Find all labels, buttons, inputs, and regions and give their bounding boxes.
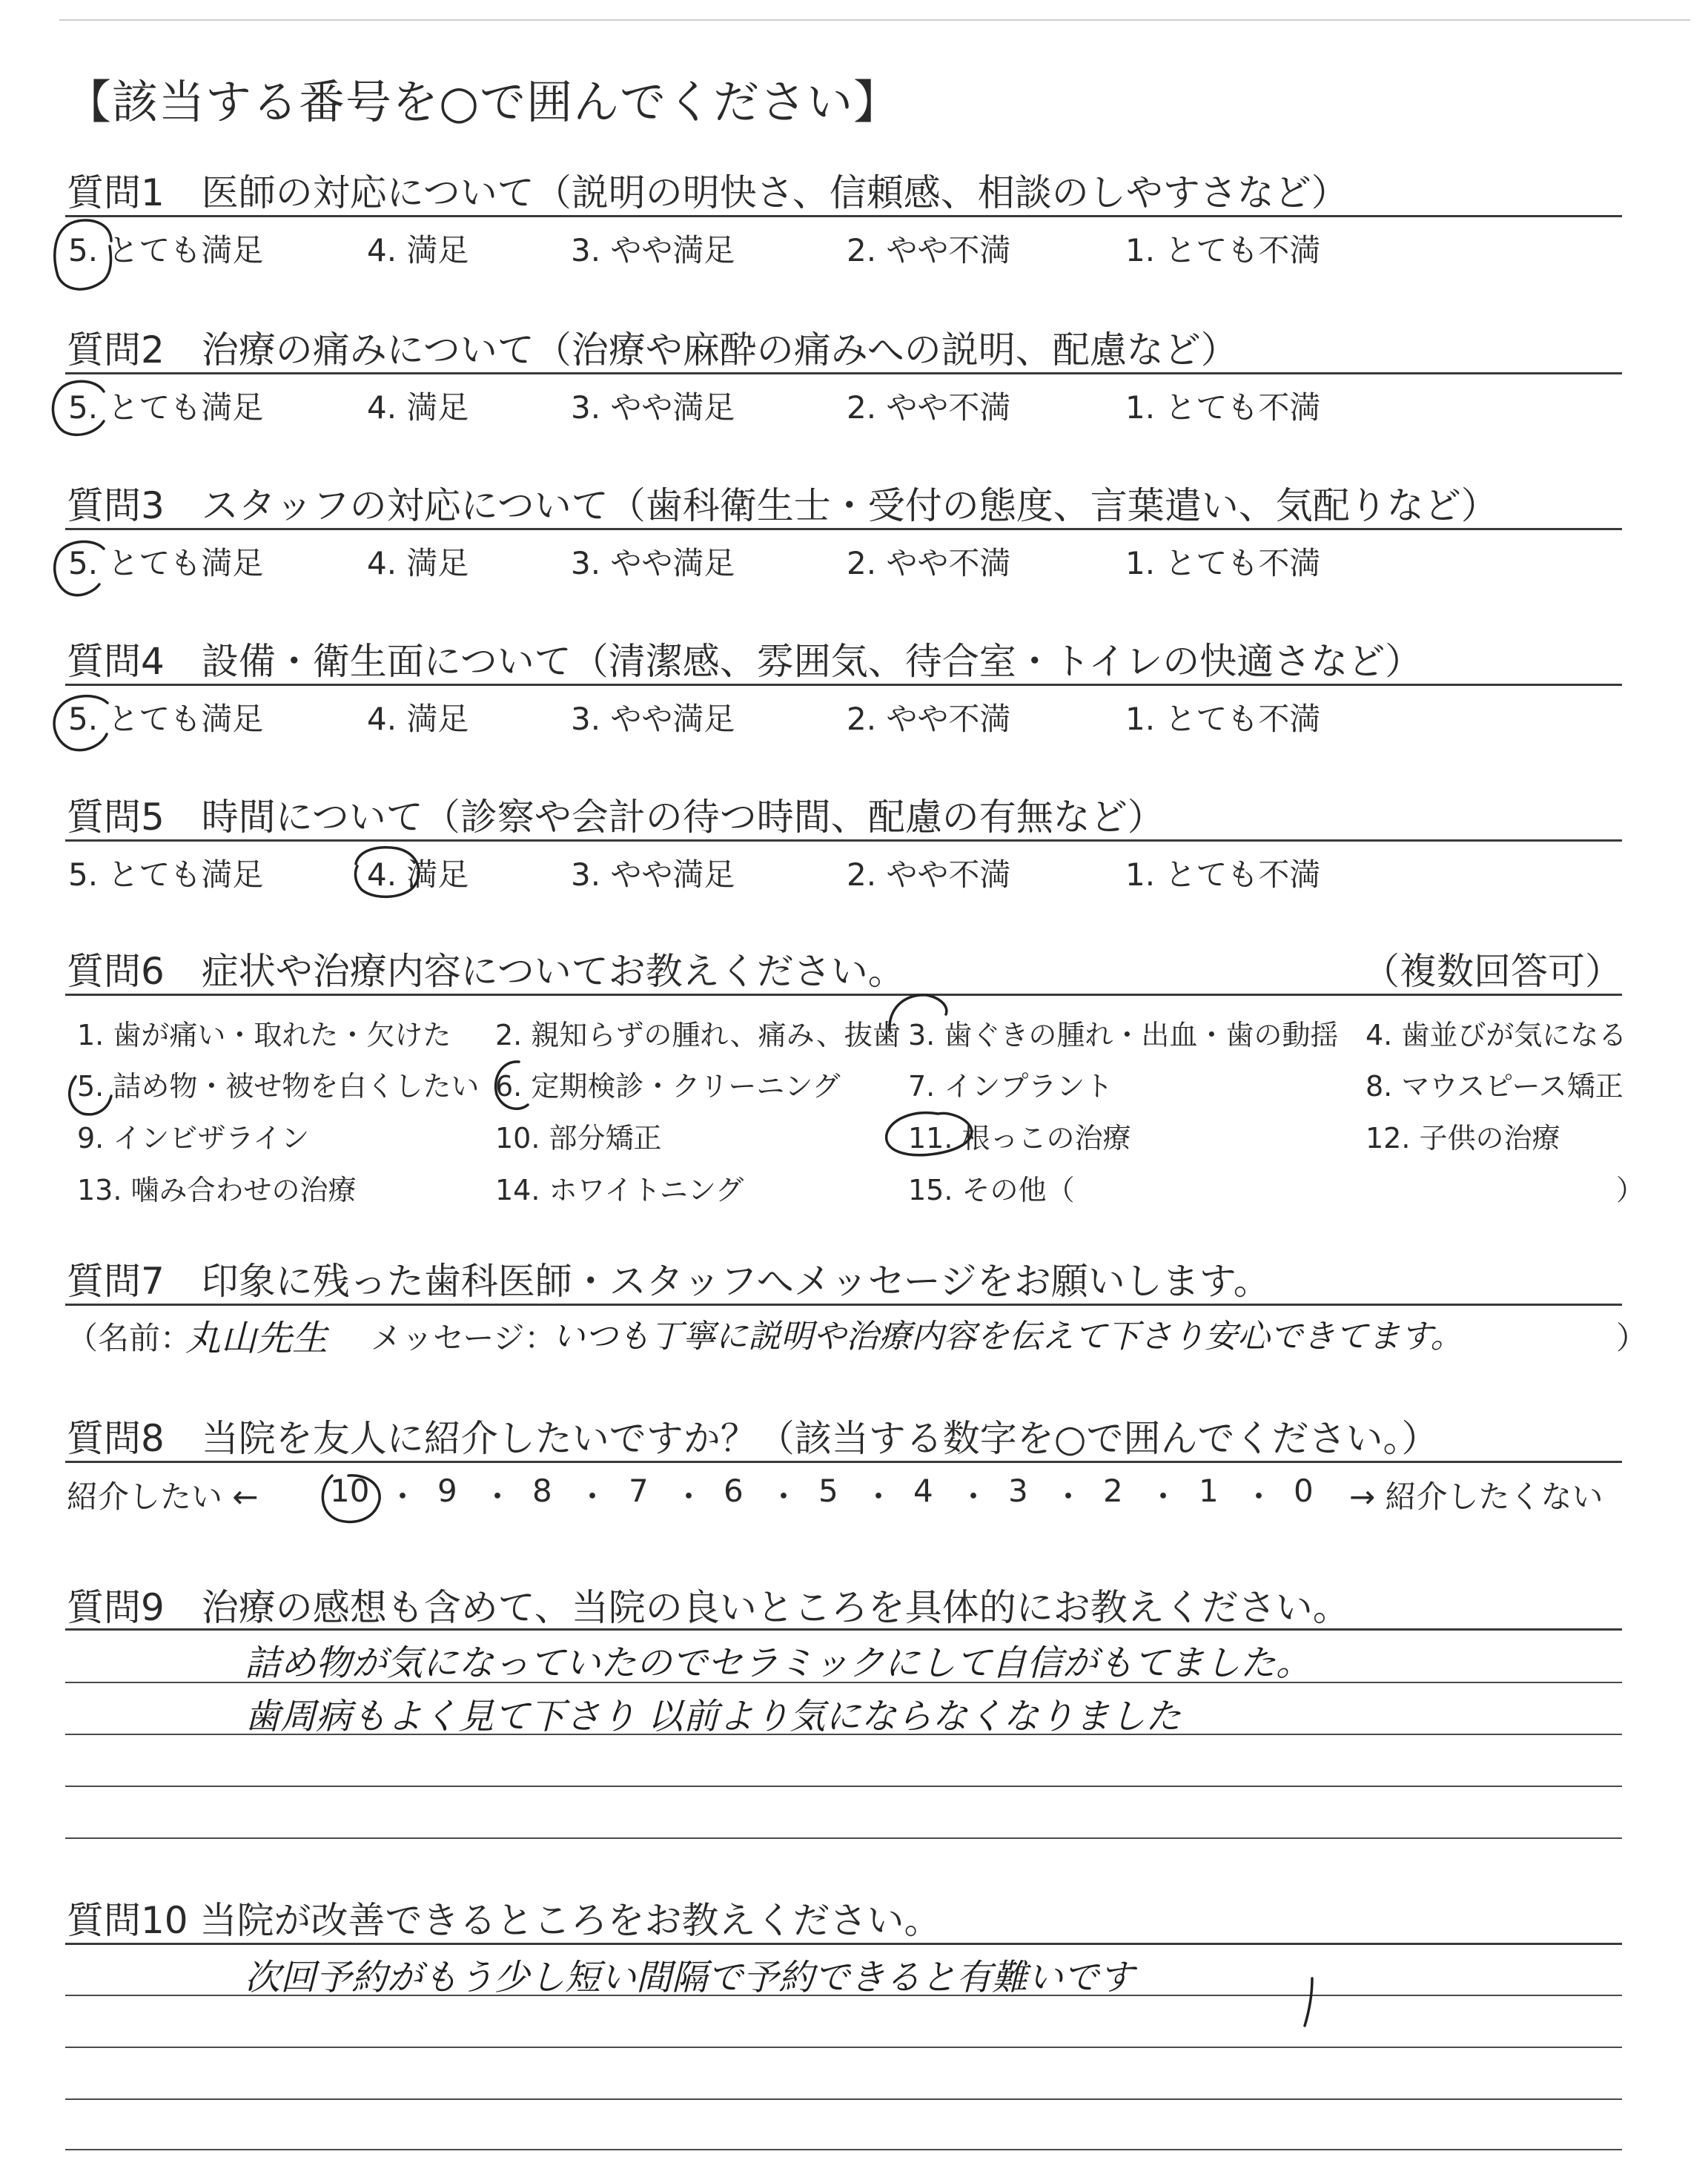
q8-separator: ・	[482, 1479, 514, 1515]
q2-option-3[interactable]: 3. やや満足	[571, 389, 735, 426]
q5-option-2[interactable]: 2. やや不満	[847, 856, 1011, 893]
q2-option-4[interactable]: 4. 満足	[367, 389, 469, 426]
q1-option-1[interactable]: 1. とても不満	[1125, 232, 1321, 268]
q7-close: ）	[1616, 1320, 1648, 1356]
q8-score-2[interactable]: 2	[1103, 1473, 1123, 1509]
q6-item-2[interactable]: 2. 親知らずの腫れ、痛み、抜歯	[495, 1019, 901, 1051]
q8-score-9[interactable]: 9	[437, 1473, 457, 1509]
q6-item-5-selection-circle	[70, 1077, 111, 1114]
q5-option-4[interactable]: 4. 満足	[367, 856, 469, 893]
form-title: 【該当する番号を○で囲んでください】	[65, 75, 901, 129]
q6-item-3[interactable]: 3. 歯ぐきの腫れ・出血・歯の動揺	[908, 1019, 1339, 1051]
q4-option-4[interactable]: 4. 満足	[367, 701, 469, 737]
q8-separator: ・	[1148, 1479, 1179, 1515]
q10-heading: 質問10 当院が改善できるところをお教えください。	[67, 1899, 941, 1942]
q4-option-5[interactable]: 5. とても満足	[68, 701, 264, 737]
q4-option-3[interactable]: 3. やや満足	[571, 701, 735, 737]
q3-option-3[interactable]: 3. やや満足	[571, 545, 735, 581]
q2-heading: 質問2 治療の痛みについて（治療や麻酔の痛みへの説明、配慮など）	[67, 328, 1238, 371]
q3-option-1[interactable]: 1. とても不満	[1125, 545, 1321, 581]
q5-option-5[interactable]: 5. とても満足	[68, 856, 264, 893]
q8-separator: ・	[673, 1479, 705, 1515]
q6-item-15-close: ）	[1616, 1174, 1645, 1206]
q10-answer-line-1[interactable]: 次回予約がもう少し短い間隔で予約できると有難いです	[245, 1957, 1135, 1998]
q4-heading: 質問4 設備・衛生面について（清潔感、雰囲気、待合室・トイレの快適さなど）	[67, 640, 1423, 683]
q2-selection-circle	[53, 381, 104, 435]
q7-message-label: メッセージ：	[371, 1320, 556, 1356]
q1-selection-circle	[55, 220, 111, 289]
q6-item-6[interactable]: 6. 定期検診・クリーニング	[495, 1070, 841, 1103]
q6-item-7[interactable]: 7. インプラント	[908, 1070, 1113, 1103]
q8-separator: ・	[768, 1479, 800, 1515]
q8-score-10[interactable]: 10	[330, 1473, 370, 1509]
q5-selection-circle	[356, 848, 419, 897]
q6-item-14[interactable]: 14. ホワイトニング	[495, 1174, 744, 1206]
q8-score-6[interactable]: 6	[724, 1473, 744, 1509]
q2-option-2[interactable]: 2. やや不満	[847, 389, 1011, 426]
q1-heading: 質問1 医師の対応について（説明の明快さ、信頼感、相談のしやすさなど）	[67, 171, 1348, 214]
q3-option-4[interactable]: 4. 満足	[367, 545, 469, 581]
q8-score-5[interactable]: 5	[818, 1473, 838, 1509]
q2-option-5[interactable]: 5. とても満足	[68, 389, 264, 426]
q2-option-1[interactable]: 1. とても不満	[1125, 389, 1321, 426]
q4-option-1[interactable]: 1. とても不満	[1125, 701, 1321, 737]
q1-option-4[interactable]: 4. 満足	[367, 232, 469, 268]
q3-selection-circle	[55, 541, 104, 595]
q8-score-3[interactable]: 3	[1008, 1473, 1028, 1509]
q9-heading: 質問9 治療の感想も含めて、当院の良いところを具体的にお教えください。	[67, 1586, 1350, 1629]
q8-score-0[interactable]: 0	[1294, 1473, 1314, 1509]
q8-separator: ・	[958, 1479, 990, 1515]
q8-separator: ・	[387, 1479, 419, 1515]
q8-separator: ・	[577, 1479, 609, 1515]
q6-item-9[interactable]: 9. インビザライン	[77, 1122, 310, 1155]
q8-score-10-selection-circle	[322, 1476, 380, 1522]
q1-option-2[interactable]: 2. やや不満	[847, 232, 1011, 268]
q8-score-8[interactable]: 8	[532, 1473, 552, 1509]
q1-option-5[interactable]: 5. とても満足	[68, 232, 264, 268]
q1-option-3[interactable]: 3. やや満足	[571, 232, 735, 268]
q5-option-3[interactable]: 3. やや満足	[571, 856, 735, 893]
q8-separator: ・	[1243, 1479, 1275, 1515]
q5-heading: 質問5 時間について（診察や会計の待つ時間、配慮の有無など）	[67, 796, 1165, 839]
q6-item-1[interactable]: 1. 歯が痛い・取れた・欠けた	[77, 1019, 451, 1051]
q6-item-11-selection-circle	[887, 1113, 972, 1155]
q8-heading: 質問8 当院を友人に紹介したいですか？（該当する数字を○で囲んでください。）	[67, 1417, 1439, 1460]
q4-option-2[interactable]: 2. やや不満	[847, 701, 1011, 737]
q6-item-6-selection-circle	[496, 1062, 528, 1109]
q5-option-1[interactable]: 1. とても不満	[1125, 856, 1321, 893]
q3-option-5[interactable]: 5. とても満足	[68, 545, 264, 581]
q9-answer-line-2[interactable]: 歯周病もよく見て下さり 以前より気にならなくなりました	[245, 1696, 1182, 1737]
q6-item-5[interactable]: 5. 詰め物・被せ物を白くしたい	[77, 1070, 480, 1103]
q6-item-8[interactable]: 8. マウスピース矯正	[1366, 1070, 1623, 1103]
q8-score-4[interactable]: 4	[913, 1473, 933, 1509]
q6-item-15[interactable]: 15. その他（	[908, 1174, 1075, 1206]
q10-underline-stroke	[1305, 1978, 1312, 2026]
q8-separator: ・	[863, 1479, 895, 1515]
q6-item-12[interactable]: 12. 子供の治療	[1366, 1122, 1560, 1155]
q6-item-4[interactable]: 4. 歯並びが気になる	[1366, 1019, 1627, 1051]
q7-name-value[interactable]: 丸山先生	[185, 1318, 328, 1359]
q8-score-1[interactable]: 1	[1199, 1473, 1219, 1509]
q6-item-10[interactable]: 10. 部分矯正	[495, 1122, 662, 1155]
q9-answer-line-1[interactable]: 詰め物が気になっていたのでセラミックにして自信がもてました。	[245, 1642, 1312, 1684]
q6-item-3-selection-circle	[890, 995, 947, 1031]
q7-message-value[interactable]: いつも丁寧に説明や治療内容を伝えて下さり安心できてます。	[552, 1318, 1463, 1355]
q3-option-2[interactable]: 2. やや不満	[847, 545, 1011, 581]
q7-heading: 質問7 印象に残った歯科医師・スタッフへメッセージをお願いします。	[67, 1260, 1271, 1303]
q8-right-label: → 紹介したくない	[1349, 1479, 1603, 1515]
q6-item-13[interactable]: 13. 噛み合わせの治療	[77, 1174, 357, 1206]
q8-score-7[interactable]: 7	[629, 1473, 649, 1509]
q3-heading: 質問3 スタッフの対応について（歯科衛生士・受付の態度、言葉遣い、気配りなど）	[67, 484, 1498, 527]
q7-name-label: （名前：	[67, 1320, 192, 1356]
q6-item-11[interactable]: 11. 根っこの治療	[908, 1122, 1131, 1155]
q8-left-label: 紹介したい ←	[67, 1479, 259, 1515]
q4-selection-circle	[54, 696, 107, 750]
q6-heading: 質問6 症状や治療内容についてお教えください。	[67, 950, 905, 993]
q8-separator: ・	[1053, 1479, 1085, 1515]
q6-note: （複数回答可）	[1363, 950, 1622, 993]
